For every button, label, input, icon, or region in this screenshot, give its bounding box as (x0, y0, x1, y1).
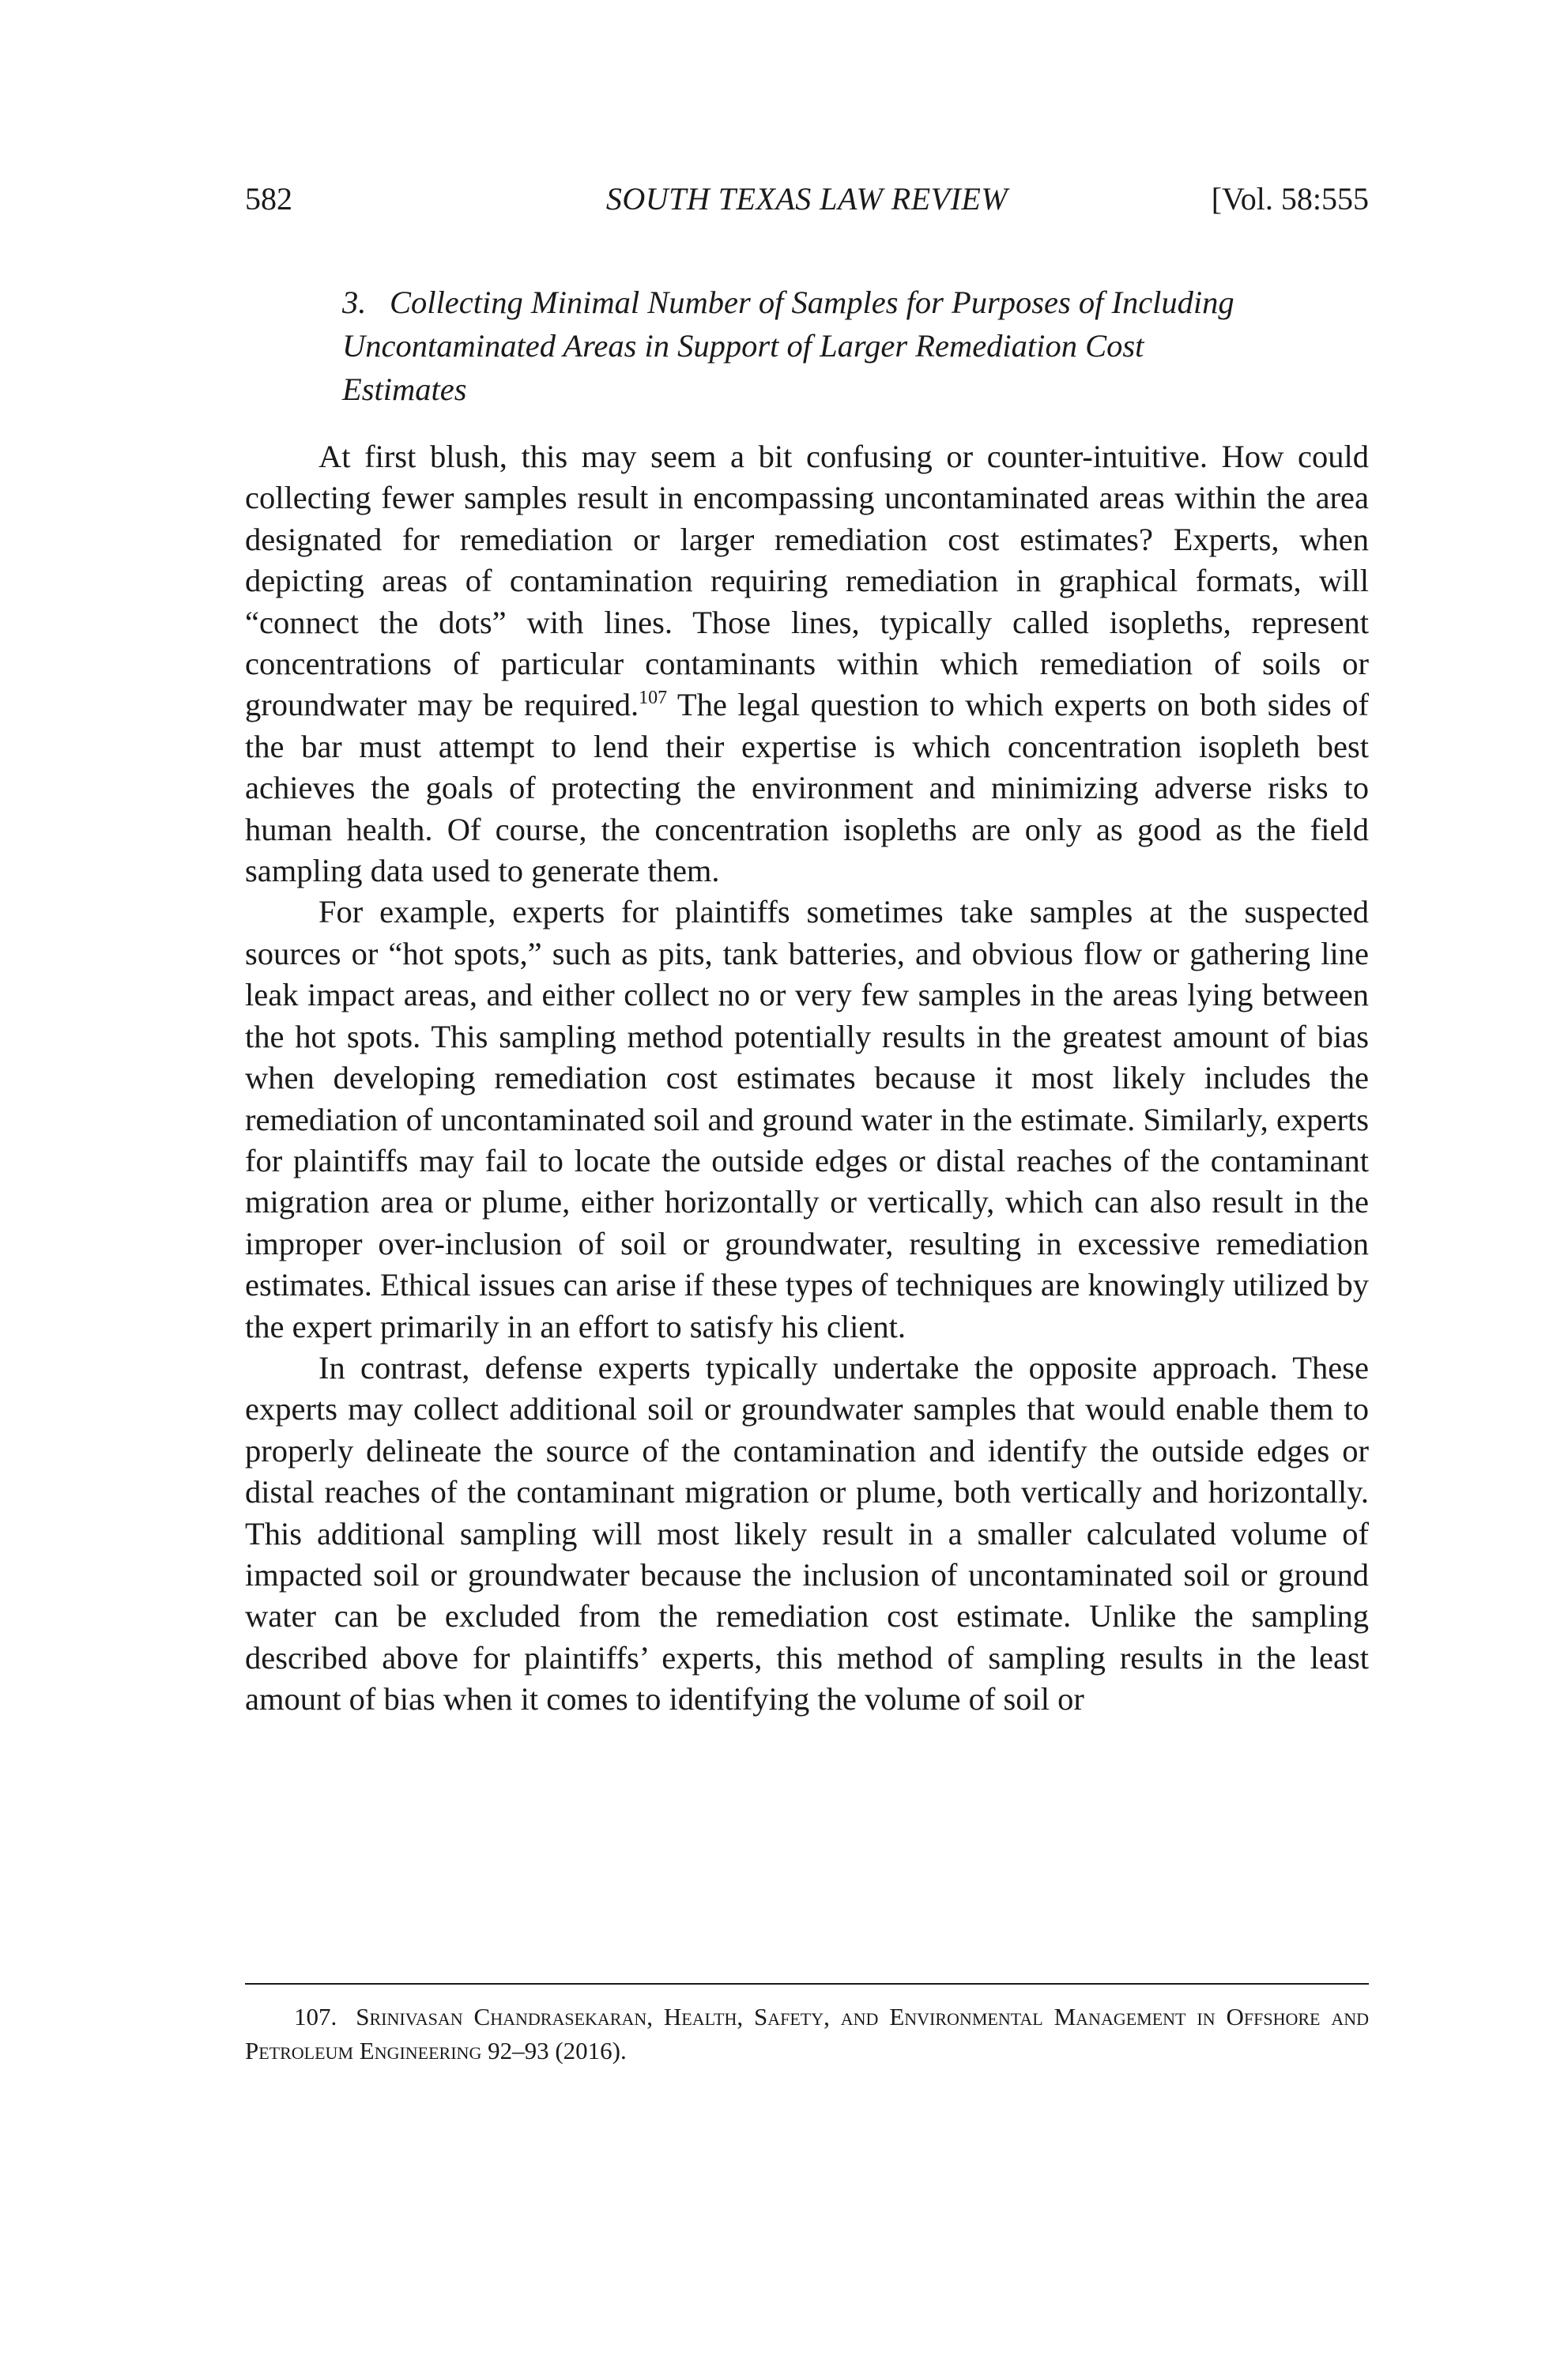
volume-citation: [Vol. 58:555 (1211, 181, 1369, 217)
section-heading-line-1 (342, 281, 1370, 324)
footnote-title: Health, Safety, and Environmental Management in Offshore and Petroleum Engineering (245, 2003, 1370, 2064)
paragraph-1-text-a: At first blush, this may seem a bit confusing or counter-intuitive. How could collecting fewer samples result in encompassing uncontaminated areas within the area designated for remediation or larger remediation cost estimates? Experts, when depicting areas of contamination requiring remediation in graphical formats, will “connect the dots” with lines. Those lines, typically called isopleths, represent concentrations of particular contaminants within which remediation of soils or groundwater may be required. (245, 439, 1369, 723)
page-number: 582 (245, 181, 292, 217)
footnote-107: 107. Srinivasan Chandrasekaran, Health, Safety, and Environmental Management in Offshore and Petroleum Engineering 92–93 (2016). (245, 2003, 1370, 2064)
section-number: 3. (342, 285, 367, 320)
section-title-line-1: Collecting Minimal Number of Samples for Purposes of Including (390, 285, 1234, 320)
running-header (245, 175, 1369, 223)
footnote-pages-year: 92–93 (2016). (488, 2037, 627, 2064)
paragraph-1-text-b: The legal question to which experts on both sides of the bar must attempt to lend their expertise is which concentration isopleth best achieves the goals of protecting the environment and minimizing adverse risks to human health. Of course, the concentration isopleths are only as good as the field sampling data used to generate them. (245, 687, 1369, 889)
paragraph-2: For example, experts for plaintiffs sometimes take samples at the suspected sources or “hot spots,” such as pits, tank batteries, and obvious flow or gathering line leak impact areas, and either collect no or very few samples in the areas lying between the hot spots. This sampling method potentially results in the greatest amount of bias when developing remediation cost estimates because it most likely includes the remediation of uncontaminated soil and ground water in the estimate. Similarly, experts for plaintiffs may fail to locate the outside edges or distal reaches of the contaminant migration area or plume, either horizontally or vertically, which can also result in the improper over-inclusion of soil or groundwater, resulting in excessive remediation estimates. Ethical issues can arise if these types of techniques are knowingly utilized by the expert primarily in an effort to satisfy his client. (245, 894, 1369, 1344)
footnote-divider (245, 1983, 1369, 1985)
paragraph-1 (245, 436, 1369, 892)
body-text (245, 436, 1369, 1721)
footnote-number: 107. (294, 2003, 337, 2030)
section-title-line-3: Estimates (342, 371, 467, 407)
paragraph-3: In contrast, defense experts typically undertake the opposite approach. These experts may collect additional soil or groundwater samples that would enable them to properly delineate the source of the contamination and identify the outside edges or distal reaches of the contaminant migration or plume, both vertically and horizontally. This additional sampling will most likely result in a smaller calculated volume of impacted soil or groundwater because the inclusion of uncontaminated soil or ground water can be excluded from the remediation cost estimate. Unlike the sampling described above for plaintiffs’ experts, this method of sampling results in the least amount of bias when it comes to identifying the volume of soil or (245, 1349, 1369, 1717)
footnote-reference: 107 (639, 688, 668, 709)
section-title-line-2: Uncontaminated Areas in Support of Larger Remediation Cost (342, 328, 1144, 364)
footnote-author: Srinivasan Chandrasekaran (356, 2003, 647, 2030)
journal-title: SOUTH TEXAS LAW REVIEW (605, 181, 1008, 217)
section-heading (342, 281, 1370, 411)
